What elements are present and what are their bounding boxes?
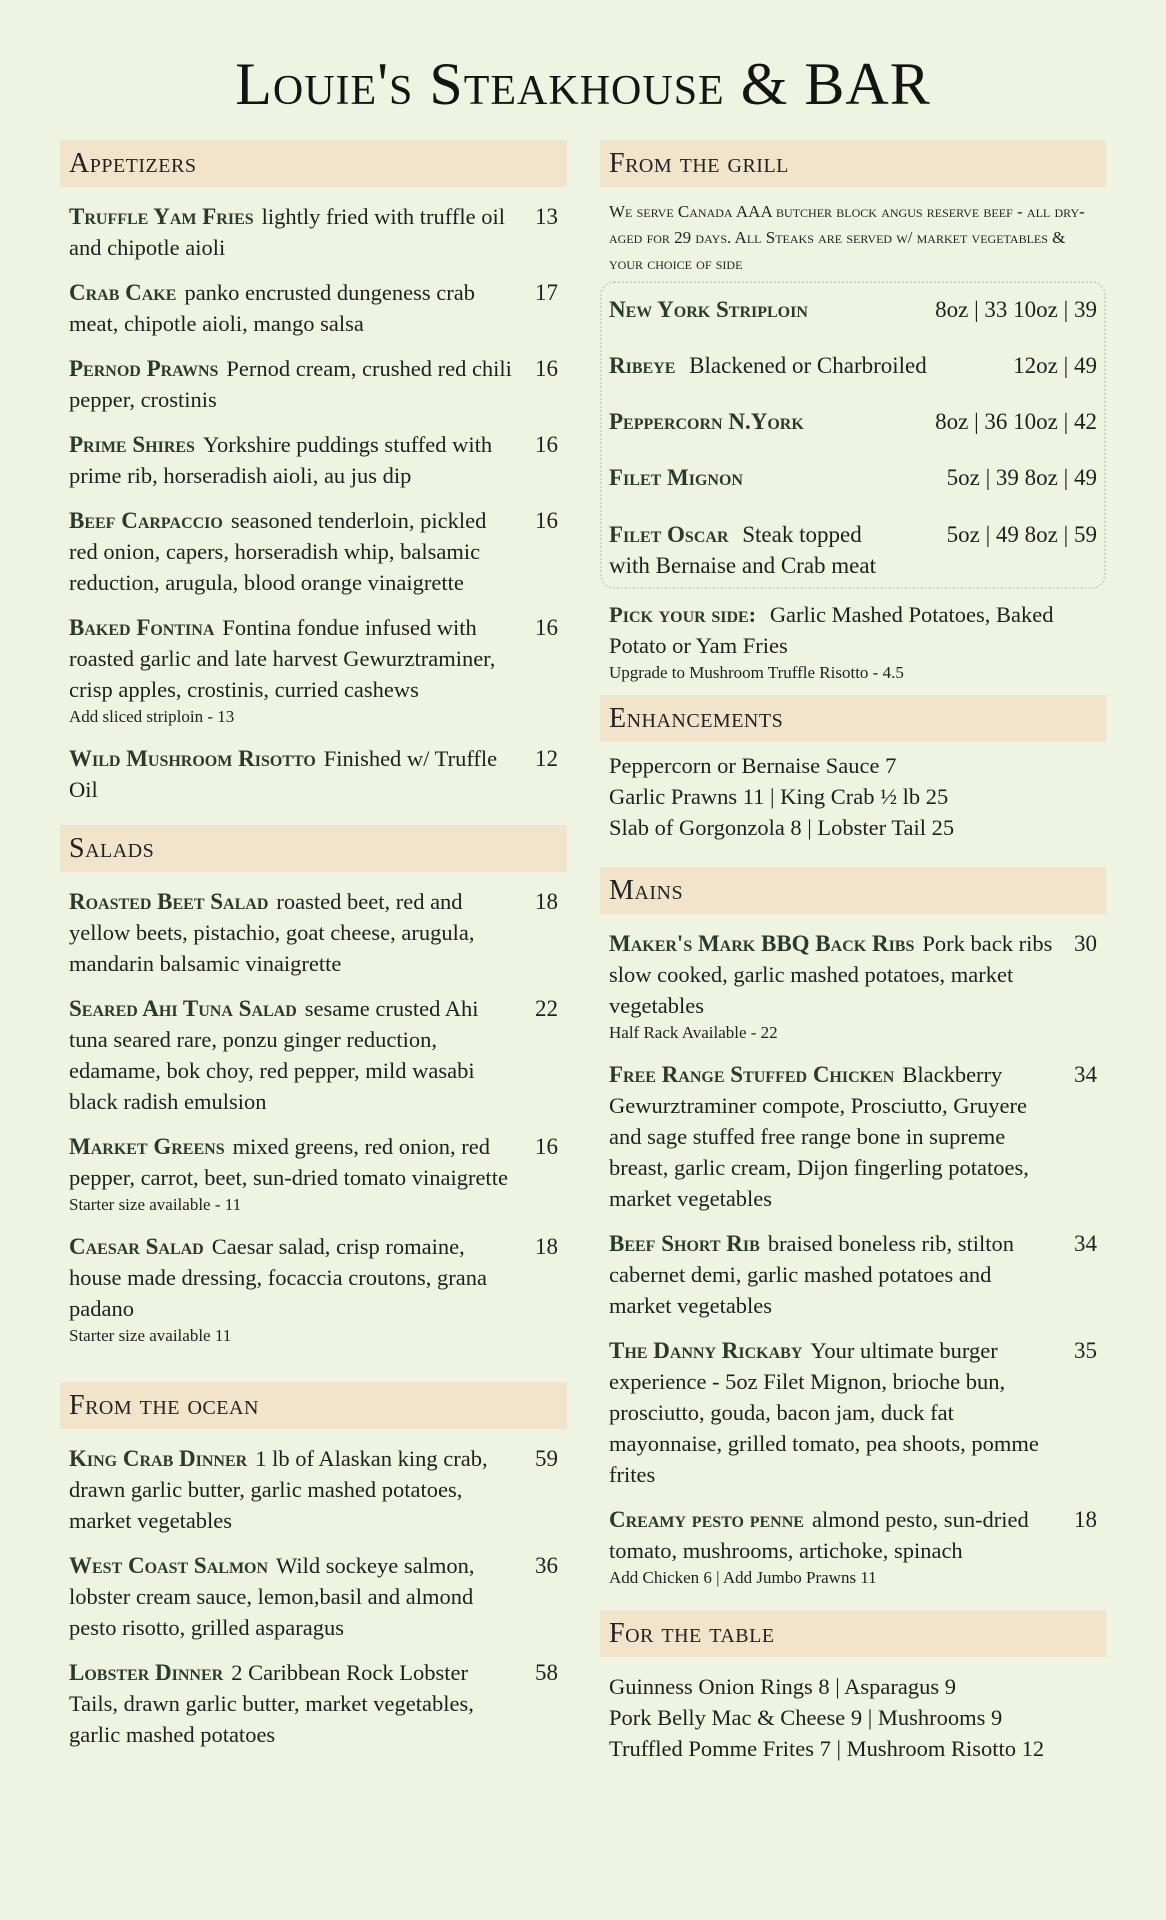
menu-item-price: 34 (1074, 1231, 1097, 1256)
menu-item-name: Beef Short Rib (609, 1231, 760, 1256)
right-column (600, 140, 1106, 1774)
menu-item-name: Creamy pesto penne (609, 1507, 804, 1532)
menu-item-text (69, 201, 558, 263)
menu-item-name: Truffle Yam Fries (69, 204, 254, 229)
menu-item (69, 612, 558, 729)
side-choice (600, 589, 1106, 695)
menu-item-price: 13 (535, 204, 558, 229)
menu-item (69, 1657, 558, 1750)
steak-desc: Steak topped with Bernaise and Crab meat (609, 522, 876, 578)
steak-name: Ribeye (609, 353, 676, 378)
menu-item (69, 353, 558, 415)
menu-item-price: 12 (535, 746, 558, 771)
menu-item-desc: Finished w/ Truffle Oil (69, 746, 498, 802)
menu-item-text (609, 1335, 1097, 1490)
menu-item-text (69, 1231, 558, 1324)
enhancement-line: Garlic Prawns 11 | King Crab ½ lb 25 (609, 784, 949, 809)
steak-prices: 8oz | 36 10oz | 42 (935, 409, 1097, 434)
left-column (60, 140, 567, 1770)
menu-item-name: Beef Carpaccio (69, 508, 223, 533)
side-note: Upgrade to Mushroom Truffle Risotto - 4.5 (609, 663, 904, 682)
menu-item-name: Wild Mushroom Risotto (69, 746, 316, 771)
steak-item (609, 401, 1097, 457)
menu-item (69, 993, 558, 1117)
menu-item-desc: mixed greens, red onion, red pepper, carrot, beet, sun-dried tomato vinaigrette (69, 1134, 508, 1190)
menu-item-name: Baked Fontina (69, 615, 215, 640)
menu-item (69, 505, 558, 598)
appetizers-list (60, 187, 567, 825)
menu-item (69, 886, 558, 979)
enhancement-line: Peppercorn or Bernaise Sauce 7 (609, 753, 897, 778)
section-heading-appetizers: Appetizers (60, 140, 567, 187)
steak-name: Filet Oscar (609, 522, 729, 547)
menu-item-price: 16 (535, 1134, 558, 1159)
menu-item-text (69, 505, 558, 598)
menu-item-text (69, 1131, 558, 1193)
menu-item (609, 1504, 1097, 1590)
steak-item (609, 345, 1097, 401)
steak-list (600, 281, 1106, 589)
steak-name: Filet Mignon (609, 465, 743, 490)
menu-item-note: Half Rack Available - 22 (609, 1023, 778, 1042)
menu-item-name: King Crab Dinner (69, 1446, 248, 1471)
table-line: Guinness Onion Rings 8 | Asparagus 9 (609, 1674, 957, 1699)
grill-intro: We serve Canada AAA butcher block angus reserve beef - all dry-aged for 29 days. All Steaks are served w/ market vegetables & your choice of side (609, 202, 1085, 273)
menu-item-price: 18 (535, 1234, 558, 1259)
menu-item-price: 58 (535, 1660, 558, 1685)
menu-item-name: Crab Cake (69, 280, 177, 305)
menu-item (69, 743, 558, 805)
steak-prices: 5oz | 39 8oz | 49 (946, 465, 1097, 490)
table-line: Truffled Pomme Frites 7 | Mushroom Risotto 12 (609, 1736, 1045, 1761)
menu-item-note: Add Chicken 6 | Add Jumbo Prawns 11 (609, 1568, 877, 1587)
menu-item-price: 30 (1074, 931, 1097, 956)
menu-item-price: 59 (535, 1446, 558, 1471)
menu-item-desc: Caesar salad, crisp romaine, house made dressing, focaccia croutons, grana padano (69, 1234, 487, 1321)
menu-item-desc: sesame crusted Ahi tuna seared rare, ponzu ginger reduction, edamame, bok choy, red pepper, mild wasabi black radish emulsion (69, 996, 479, 1114)
steak-prices: 12oz | 49 (1013, 353, 1097, 378)
steak-item (609, 457, 1097, 513)
menu-item-name: Seared Ahi Tuna Salad (69, 996, 297, 1021)
menu-item-text (69, 612, 558, 705)
menu-item-price: 34 (1074, 1062, 1097, 1087)
restaurant-title: Louie's Steakhouse & BAR (235, 51, 931, 117)
menu-item-text (69, 353, 558, 415)
menu-item-text (609, 1059, 1097, 1214)
side-label: Pick your side: (609, 602, 757, 627)
menu-item (609, 1228, 1097, 1321)
menu-item-text (609, 1504, 1097, 1566)
enhancements-list (600, 742, 1106, 853)
steak-name: New York Striploin (609, 297, 808, 322)
menu-item-desc: Blackberry Gewurztraminer compote, Prosciutto, Gruyere and sage stuffed free range bone in supreme breast, garlic cream, Dijon fingerling potatoes, market vegetables (609, 1062, 1029, 1211)
menu-item-name: West Coast Salmon (69, 1553, 269, 1578)
menu-item-name: Pernod Prawns (69, 356, 219, 381)
menu-item-text (69, 429, 558, 491)
menu-item-price: 16 (535, 615, 558, 640)
steak-desc: Blackened or Charbroiled (689, 353, 927, 378)
menu-item-desc: seasoned tenderloin, pickled red onion, capers, horseradish whip, balsamic reduction, arugula, blood orange vinaigrette (69, 508, 487, 595)
menu-item-note: Starter size available - 11 (69, 1195, 242, 1214)
menu-item-name: Market Greens (69, 1134, 225, 1159)
section-heading-enhancements: Enhancements (600, 695, 1106, 742)
menu-item-price: 18 (1074, 1507, 1097, 1532)
menu-item (69, 201, 558, 263)
menu-item-name: Prime Shires (69, 432, 195, 457)
section-heading-salads: Salads (60, 825, 567, 872)
menu-item (69, 1131, 558, 1217)
menu-item-price: 36 (535, 1553, 558, 1578)
menu-item (609, 1059, 1097, 1214)
menu-item-desc: lightly fried with truffle oil and chipotle aioli (69, 204, 505, 260)
menu-item-text (69, 277, 558, 339)
section-heading-ocean: From the ocean (60, 1382, 567, 1429)
menu-item-name: The Danny Rickaby (609, 1338, 803, 1363)
menu-item-text (609, 928, 1097, 1021)
menu-item-desc: Fontina fondue infused with roasted garlic and late harvest Gewurztraminer, crisp apples, crostinis, curried cashews (69, 615, 496, 702)
menu-item-desc: Pernod cream, crushed red chili pepper, crostinis (69, 356, 512, 412)
menu-item-desc: Your ultimate burger experience - 5oz Filet Mignon, brioche bun, prosciutto, gouda, bacon jam, duck fat mayonnaise, grilled tomato, pea shoots, pomme frites (609, 1338, 1039, 1487)
menu-item-text (69, 1657, 558, 1750)
menu-item (69, 1550, 558, 1643)
menu-item-desc: Pork back ribs slow cooked, garlic mashed potatoes, market vegetables (609, 931, 1053, 1018)
menu-item-name: Maker's Mark BBQ Back Ribs (609, 931, 915, 956)
menu-item-text (609, 1228, 1097, 1321)
menu-item-price: 16 (535, 432, 558, 457)
menu-item-name: Free Range Stuffed Chicken (609, 1062, 895, 1087)
menu-item (69, 277, 558, 339)
menu-item-price: 18 (535, 889, 558, 914)
menu-item-name: Roasted Beet Salad (69, 889, 269, 914)
menu-item-desc: braised boneless rib, stilton cabernet demi, garlic mashed potatoes and market vegetables (609, 1231, 1015, 1318)
menu-item-note: Add sliced striploin - 13 (69, 707, 235, 726)
menu-item-price: 16 (535, 508, 558, 533)
section-heading-mains: Mains (600, 867, 1106, 914)
table-line: Pork Belly Mac & Cheese 9 | Mushrooms 9 (609, 1705, 1003, 1730)
mains-list (600, 914, 1106, 1610)
menu-item (69, 1231, 558, 1348)
steak-item (609, 513, 1097, 581)
menu-item (69, 1443, 558, 1536)
menu-item-price: 22 (535, 996, 558, 1021)
menu-item-name: Caesar Salad (69, 1234, 204, 1259)
steak-prices: 8oz | 33 10oz | 39 (935, 297, 1097, 322)
menu-item-name: Lobster Dinner (69, 1660, 224, 1685)
menu-item-desc: Yorkshire puddings stuffed with prime rib, horseradish aioli, au jus dip (69, 432, 493, 488)
menu-item-note: Starter size available 11 (69, 1326, 232, 1345)
ocean-list (60, 1429, 567, 1770)
menu-item (69, 429, 558, 491)
menu-item-text (69, 743, 558, 805)
table-list (600, 1657, 1106, 1774)
side-text: Garlic Mashed Potatoes, Baked Potato or Yam Fries (609, 602, 1054, 658)
salads-list (60, 872, 567, 1368)
menu-item-text (69, 993, 558, 1117)
steak-name: Peppercorn N.York (609, 409, 804, 434)
menu-item (609, 928, 1097, 1045)
menu-item-desc: Wild sockeye salmon, lobster cream sauce, lemon,basil and almond pesto risotto, grilled asparagus (69, 1553, 475, 1640)
menu-item (609, 1335, 1097, 1490)
menu-item-price: 35 (1074, 1338, 1097, 1363)
steak-prices: 5oz | 49 8oz | 59 (946, 522, 1097, 547)
section-heading-grill: From the grill (600, 140, 1106, 187)
steak-item (609, 289, 1097, 345)
menu-item-desc: 1 lb of Alaskan king crab, drawn garlic butter, garlic mashed potatoes, market vegetables (69, 1446, 488, 1533)
menu-item-text (69, 1443, 558, 1536)
section-heading-table: For the table (600, 1610, 1106, 1657)
menu-item-desc: panko encrusted dungeness crab meat, chipotle aioli, mango salsa (69, 280, 475, 336)
enhancement-line: Slab of Gorgonzola 8 | Lobster Tail 25 (609, 815, 955, 840)
menu-item-desc: almond pesto, sun-dried tomato, mushrooms, artichoke, spinach (609, 1507, 1029, 1563)
menu-item-price: 17 (535, 280, 558, 305)
menu-item-desc: roasted beet, red and yellow beets, pistachio, goat cheese, arugula, mandarin balsamic vinaigrette (69, 889, 475, 976)
menu-item-text (69, 886, 558, 979)
menu-item-desc: 2 Caribbean Rock Lobster Tails, drawn garlic butter, market vegetables, garlic mashed potatoes (69, 1660, 474, 1747)
menu-item-text (69, 1550, 558, 1643)
menu-item-price: 16 (535, 356, 558, 381)
